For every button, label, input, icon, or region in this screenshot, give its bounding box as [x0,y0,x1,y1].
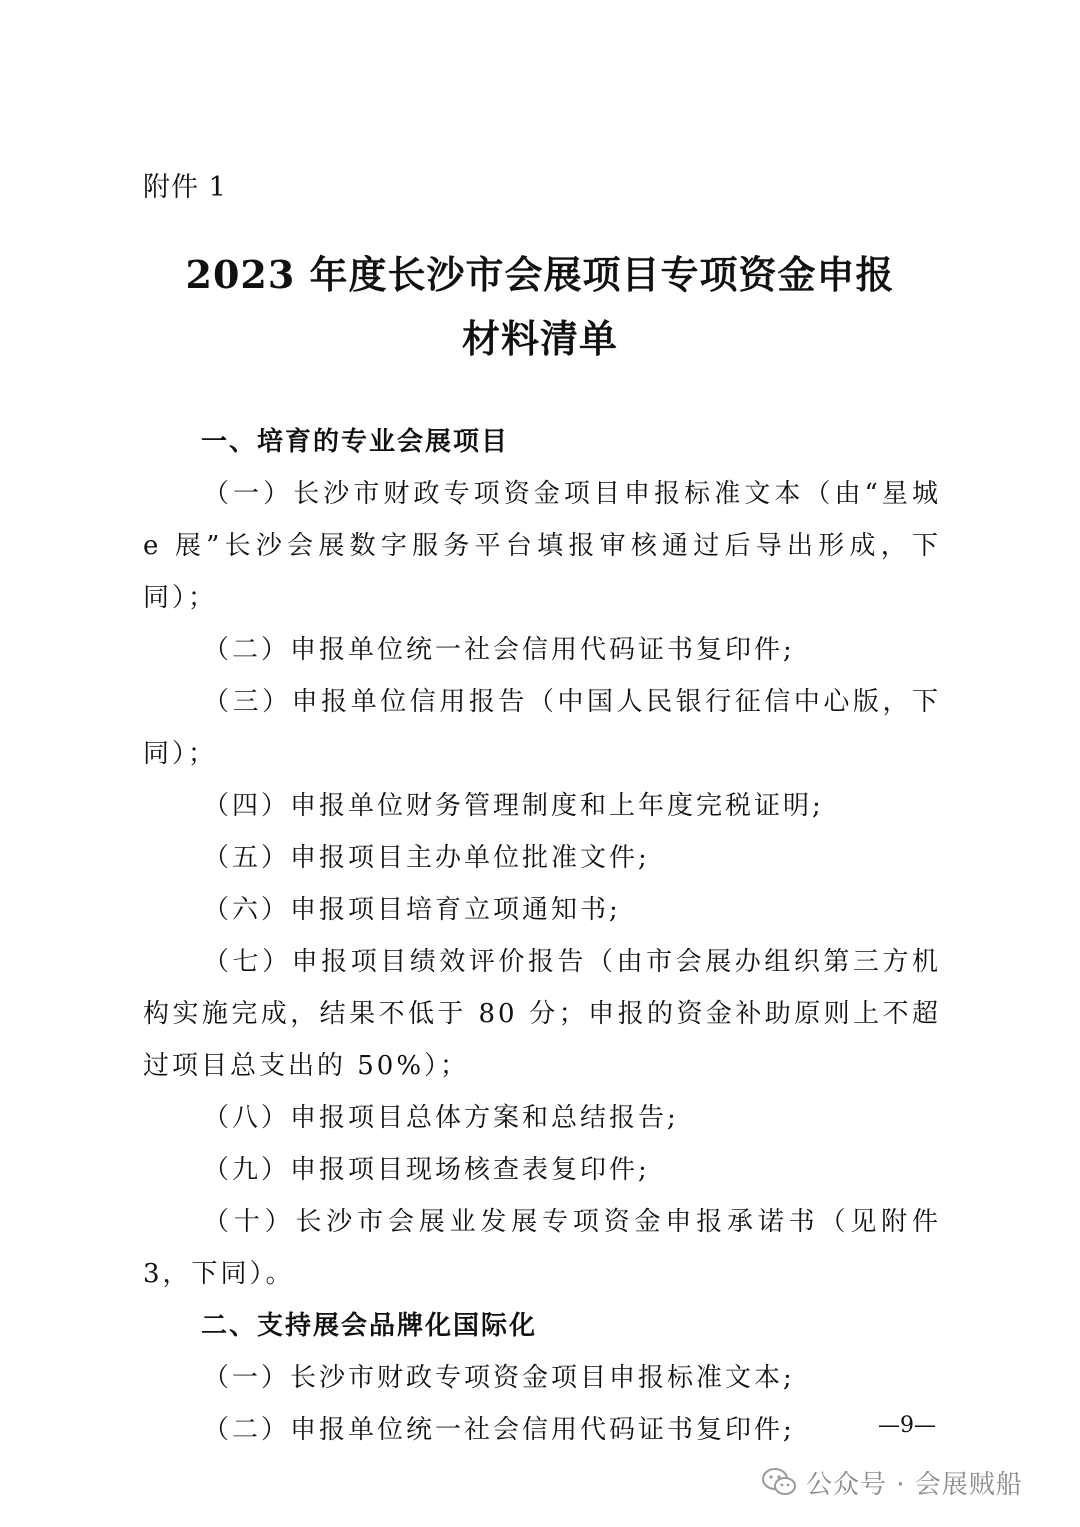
list-item: （二）申报单位统一社会信用代码证书复印件; [203,1415,795,1445]
watermark [762,1462,1023,1502]
list-item: （一）长沙市财政专项资金项目申报标准文本; [203,1363,795,1393]
watermark-text: 公众号 · 会展贼船 [806,1469,1023,1500]
list-item: （三）申报单位信用报告（中国人民银行征信中心版，下同）； [143,687,941,769]
document-body [143,416,941,1456]
section-heading: 二、支持展会品牌化国际化 [201,1311,538,1341]
section-heading: 一、培育的专业会展项目 [201,427,510,457]
wechat-icon [762,1467,796,1497]
list-item: （四）申报单位财务管理制度和上年度完税证明; [203,791,824,821]
document-title-line-1: 2023 年度长沙市会展项目专项资金申报 [185,252,895,297]
list-item: （九）申报项目现场核查表复印件; [203,1155,650,1185]
list-item: （六）申报项目培育立项通知书; [203,895,621,925]
list-item: （一）长沙市财政专项资金项目申报标准文本（由“星城 e 展”长沙会展数字服务平台填报审核通过后导出形成，下同）； [143,479,941,613]
list-item: （七）申报项目绩效评价报告（由市会展办组织第三方机构实施完成，结果不低于 80 分；申报的资金补助原则上不超过项目总支出的 50%）； [143,947,941,1081]
list-item: （二）申报单位统一社会信用代码证书复印件; [203,635,795,665]
page-number: —9— [878,1413,936,1438]
list-item: （十）长沙市会展业发展专项资金申报承诺书（见附件 3，下同）。 [143,1207,941,1289]
list-item: （五）申报项目主办单位批准文件; [203,843,650,873]
attachment-label: 附件 1 [143,172,227,203]
document-title-line-2: 材料清单 [461,316,618,361]
list-item: （八）申报项目总体方案和总结报告; [203,1103,679,1133]
